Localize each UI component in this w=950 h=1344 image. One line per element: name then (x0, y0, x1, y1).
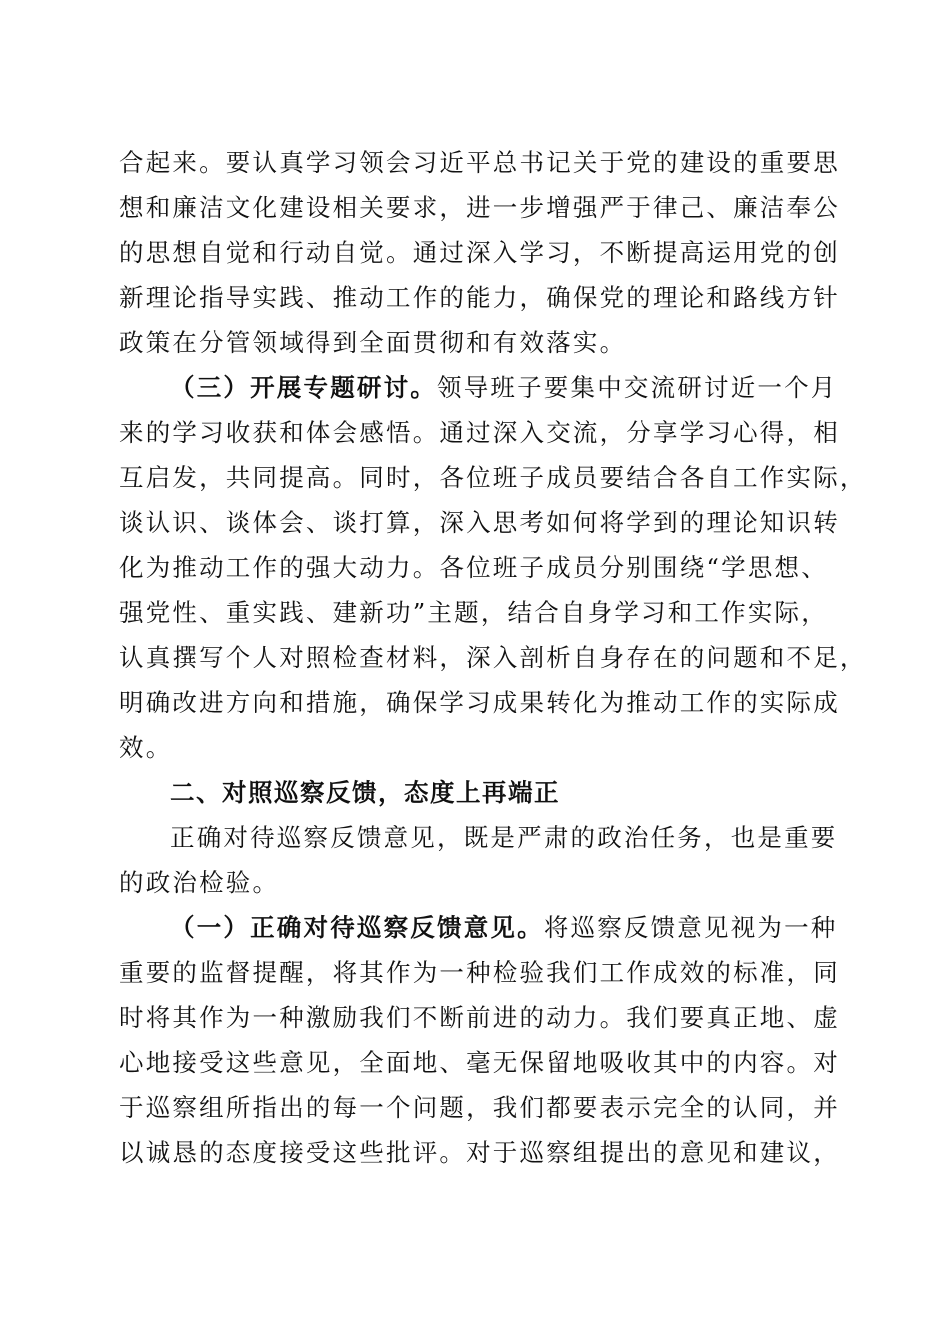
text-line: 于巡察组所指出的每一个问题，我们都要表示完全的认同，并 (119, 1093, 840, 1122)
text-line: 以诚恳的态度接受这些批评。对于巡察组提出的意见和建议， (119, 1138, 840, 1167)
paragraph-text: 将巡察反馈意见视为一种 (543, 913, 838, 942)
text-line: 来的学习收获和体会感悟。通过深入交流，分享学习心得，相 (119, 418, 840, 447)
paragraph-feedback (119, 905, 840, 1175)
text-line: 新理论指导实践、推动工作的能力，确保党的理论和路线方针 (119, 283, 840, 312)
paragraph-text: 领导班子要集中交流研讨近一个月 (437, 373, 838, 402)
text-line: 想和廉洁文化建设相关要求，进一步增强严于律己、廉洁奉公 (119, 193, 840, 222)
text-line: 认真撰写个人对照检查材料，深入剖析自身存在的问题和不足， (119, 643, 867, 672)
text-line (119, 905, 838, 950)
text-line: 谈认识、谈体会、谈打算，深入思考如何将学到的理论知识转 (119, 508, 840, 537)
text-line: 明确改进方向和措施，确保学习成果转化为推动工作的实际成 (119, 688, 840, 717)
text-line: 合起来。要认真学习领会习近平总书记关于党的建设的重要思 (119, 148, 840, 177)
text-line: 重要的监督提醒，将其作为一种检验我们工作成效的标准，同 (119, 958, 840, 987)
text-line: 互启发，共同提高。同时，各位班子成员要结合各自工作实际， (119, 463, 867, 492)
text-line: 正确对待巡察反馈意见，既是严肃的政治任务，也是重要 (170, 823, 838, 852)
text-line: 心地接受这些意见，全面地、毫无保留地吸收其中的内容。对 (119, 1048, 840, 1077)
paragraph-lead: （一）正确对待巡察反馈意见。 (170, 913, 544, 942)
paragraph-study (119, 140, 840, 365)
paragraph-lead: （三）开展专题研讨。 (170, 373, 437, 402)
text-line: 效。 (119, 733, 173, 762)
section-heading: 二、对照巡察反馈，态度上再端正 (170, 778, 560, 807)
text-line: 强党性、重实践、建新功”主题，结合自身学习和工作实际， (119, 598, 828, 627)
text-line: 的政治检验。 (119, 868, 280, 897)
text-line: 政策在分管领域得到全面贯彻和有效落实。 (119, 328, 627, 357)
text-line: 时将其作为一种激励我们不断前进的动力。我们要真正地、虚 (119, 1003, 840, 1032)
text-line: 化为推动工作的强大动力。各位班子成员分别围绕“学思想、 (119, 553, 828, 582)
paragraph-intro (119, 815, 838, 905)
text-line (119, 365, 838, 410)
paragraph-seminar (119, 365, 867, 770)
text-line: 的思想自觉和行动自觉。通过深入学习，不断提高运用党的创 (119, 238, 840, 267)
document-body (119, 140, 867, 1175)
